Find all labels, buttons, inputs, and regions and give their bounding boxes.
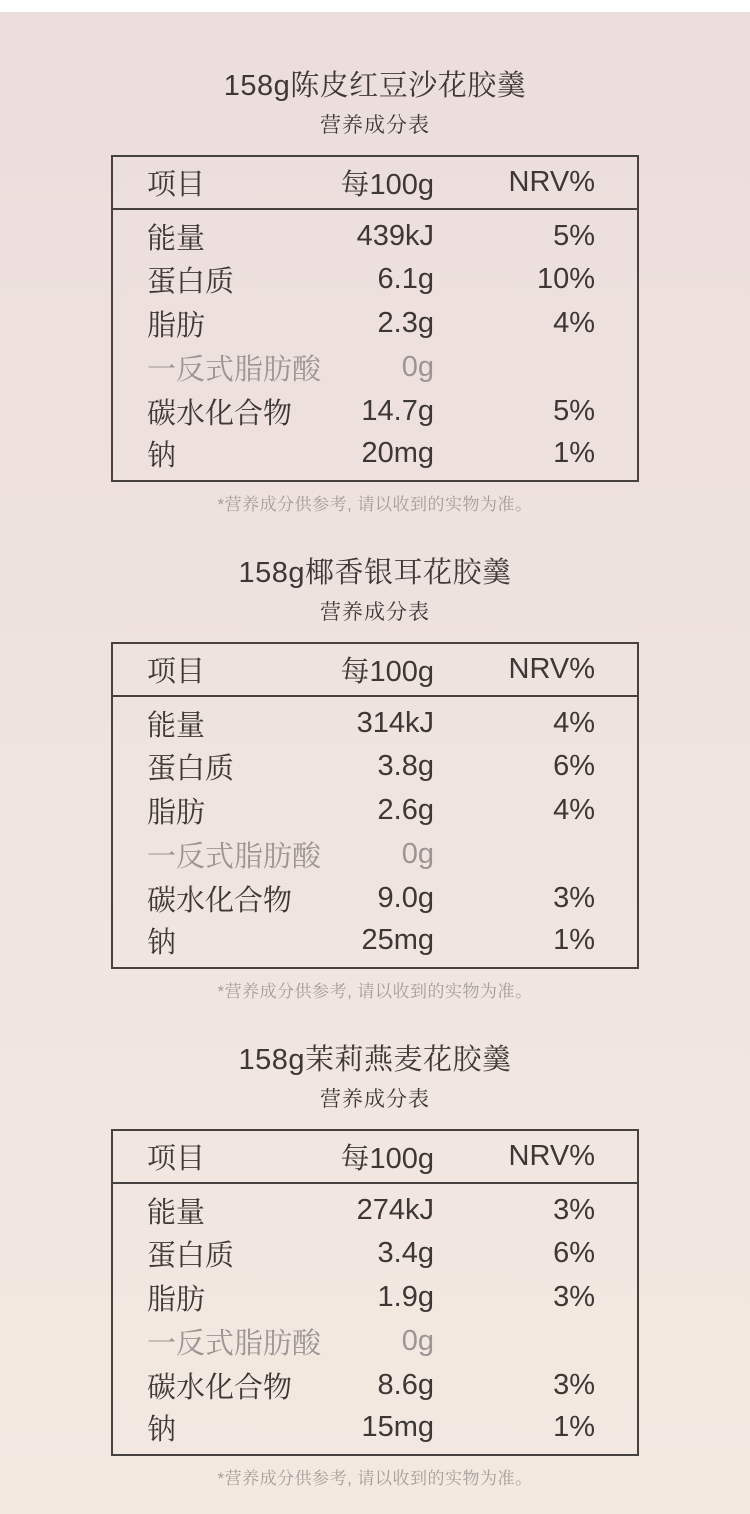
nutrition-table bbox=[111, 642, 639, 969]
table-header-row bbox=[112, 156, 638, 209]
row-nutrient-name: 能量 bbox=[147, 1197, 206, 1229]
row-nrv-value: 1% bbox=[553, 437, 595, 469]
table-row bbox=[112, 832, 638, 876]
row-nrv-value: 10% bbox=[536, 262, 595, 295]
row-nutrient-name: 碳水化合物 bbox=[147, 397, 293, 430]
table-row bbox=[112, 1183, 638, 1231]
row-nrv-value bbox=[434, 1319, 638, 1363]
table-row bbox=[112, 876, 638, 920]
nutrition-panels bbox=[0, 12, 750, 1491]
row-per100g-value: 14.7g bbox=[361, 394, 434, 427]
table-row bbox=[112, 920, 638, 968]
top-white-strip bbox=[0, 0, 750, 12]
row-per100g-value: 8.6g bbox=[377, 1368, 434, 1401]
table-row bbox=[112, 257, 638, 301]
table-row bbox=[112, 1363, 638, 1407]
footnote: *营养成分供参考, 请以收到的实物为准。 bbox=[217, 1469, 533, 1488]
row-nrv-value: 6% bbox=[553, 749, 595, 782]
table-subtitle: 营养成分表 bbox=[320, 1088, 430, 1111]
product-title: 158g陈皮红豆沙花胶羹 bbox=[223, 70, 527, 102]
table-header-row bbox=[112, 643, 638, 696]
row-nutrient-name: 碳水化合物 bbox=[147, 884, 293, 917]
row-nutrient-name: 碳水化合物 bbox=[147, 1371, 293, 1404]
row-nutrient-name: 一反式脂肪酸 bbox=[147, 840, 322, 873]
row-nutrient-name: 能量 bbox=[147, 710, 206, 742]
row-nutrient-name: 钠 bbox=[147, 1414, 177, 1446]
header-per100g-label: 每100g bbox=[334, 1130, 434, 1183]
row-nrv-value: 1% bbox=[553, 1411, 595, 1443]
header-item-label: 项目 bbox=[112, 156, 334, 209]
row-per100g-value: 314kJ bbox=[356, 707, 434, 739]
product-section bbox=[111, 1038, 639, 1491]
row-nutrient-name: 钠 bbox=[147, 927, 177, 959]
row-nrv-value: 3% bbox=[553, 881, 595, 914]
row-nrv-value: 3% bbox=[553, 1280, 595, 1313]
row-nutrient-name: 脂肪 bbox=[147, 1283, 206, 1316]
row-nutrient-name: 一反式脂肪酸 bbox=[147, 1327, 322, 1360]
row-nrv-value: 3% bbox=[553, 1194, 595, 1226]
table-body bbox=[112, 696, 638, 968]
row-nrv-value: 5% bbox=[553, 394, 595, 427]
table-row bbox=[112, 744, 638, 788]
nutrition-table bbox=[111, 1129, 639, 1456]
header-per100g-label: 每100g bbox=[334, 643, 434, 696]
row-nrv-value bbox=[434, 832, 638, 876]
table-row bbox=[112, 1319, 638, 1363]
row-nutrient-name: 脂肪 bbox=[147, 796, 206, 829]
table-body bbox=[112, 1183, 638, 1455]
header-item-label: 项目 bbox=[112, 643, 334, 696]
row-per100g-value: 15mg bbox=[361, 1411, 434, 1443]
header-nrv-label: NRV% bbox=[434, 643, 638, 696]
row-per100g-value: 1.9g bbox=[377, 1280, 434, 1313]
table-subtitle: 营养成分表 bbox=[320, 601, 430, 624]
row-nrv-value: 4% bbox=[553, 793, 595, 826]
product-section bbox=[111, 64, 639, 517]
header-nrv-label: NRV% bbox=[434, 1130, 638, 1183]
row-per100g-value: 274kJ bbox=[356, 1194, 434, 1226]
row-per100g-value: 3.4g bbox=[377, 1236, 434, 1269]
row-per100g-value: 9.0g bbox=[377, 881, 434, 914]
footnote: *营养成分供参考, 请以收到的实物为准。 bbox=[217, 495, 533, 514]
table-subtitle: 营养成分表 bbox=[320, 114, 430, 137]
row-nrv-value: 4% bbox=[553, 707, 595, 739]
row-nutrient-name: 钠 bbox=[147, 440, 177, 472]
table-row bbox=[112, 345, 638, 389]
table-row bbox=[112, 696, 638, 744]
row-nrv-value: 6% bbox=[553, 1236, 595, 1269]
row-per100g-value: 439kJ bbox=[356, 220, 434, 252]
row-nrv-value: 5% bbox=[553, 220, 595, 252]
table-body bbox=[112, 209, 638, 481]
row-nutrient-name: 脂肪 bbox=[147, 309, 206, 342]
product-title: 158g茉莉燕麦花胶羹 bbox=[238, 1044, 512, 1076]
table-row bbox=[112, 209, 638, 257]
table-row bbox=[112, 1275, 638, 1319]
row-per100g-value: 25mg bbox=[361, 924, 434, 956]
product-section bbox=[111, 551, 639, 1004]
row-nutrient-name: 能量 bbox=[147, 223, 206, 255]
row-nutrient-name: 蛋白质 bbox=[147, 752, 235, 785]
row-nrv-value: 1% bbox=[553, 924, 595, 956]
row-per100g-value: 2.3g bbox=[377, 306, 434, 339]
header-nrv-label: NRV% bbox=[434, 156, 638, 209]
table-row bbox=[112, 1407, 638, 1455]
row-per100g-value: 0g bbox=[401, 837, 434, 870]
table-row bbox=[112, 1231, 638, 1275]
row-per100g-value: 0g bbox=[401, 350, 434, 383]
table-row bbox=[112, 389, 638, 433]
row-nrv-value bbox=[434, 345, 638, 389]
header-item-label: 项目 bbox=[112, 1130, 334, 1183]
row-per100g-value: 20mg bbox=[361, 437, 434, 469]
table-header-row bbox=[112, 1130, 638, 1183]
header-per100g-label: 每100g bbox=[334, 156, 434, 209]
row-nrv-value: 3% bbox=[553, 1368, 595, 1401]
footnote: *营养成分供参考, 请以收到的实物为准。 bbox=[217, 982, 533, 1001]
table-row bbox=[112, 788, 638, 832]
product-title: 158g椰香银耳花胶羹 bbox=[238, 557, 512, 589]
row-per100g-value: 2.6g bbox=[377, 793, 434, 826]
row-per100g-value: 3.8g bbox=[377, 749, 434, 782]
row-nrv-value: 4% bbox=[553, 306, 595, 339]
nutrition-table bbox=[111, 155, 639, 482]
row-nutrient-name: 蛋白质 bbox=[147, 1239, 235, 1272]
row-nutrient-name: 一反式脂肪酸 bbox=[147, 353, 322, 386]
row-nutrient-name: 蛋白质 bbox=[147, 265, 235, 298]
table-row bbox=[112, 433, 638, 481]
row-per100g-value: 6.1g bbox=[377, 262, 434, 295]
row-per100g-value: 0g bbox=[401, 1324, 434, 1357]
table-row bbox=[112, 301, 638, 345]
